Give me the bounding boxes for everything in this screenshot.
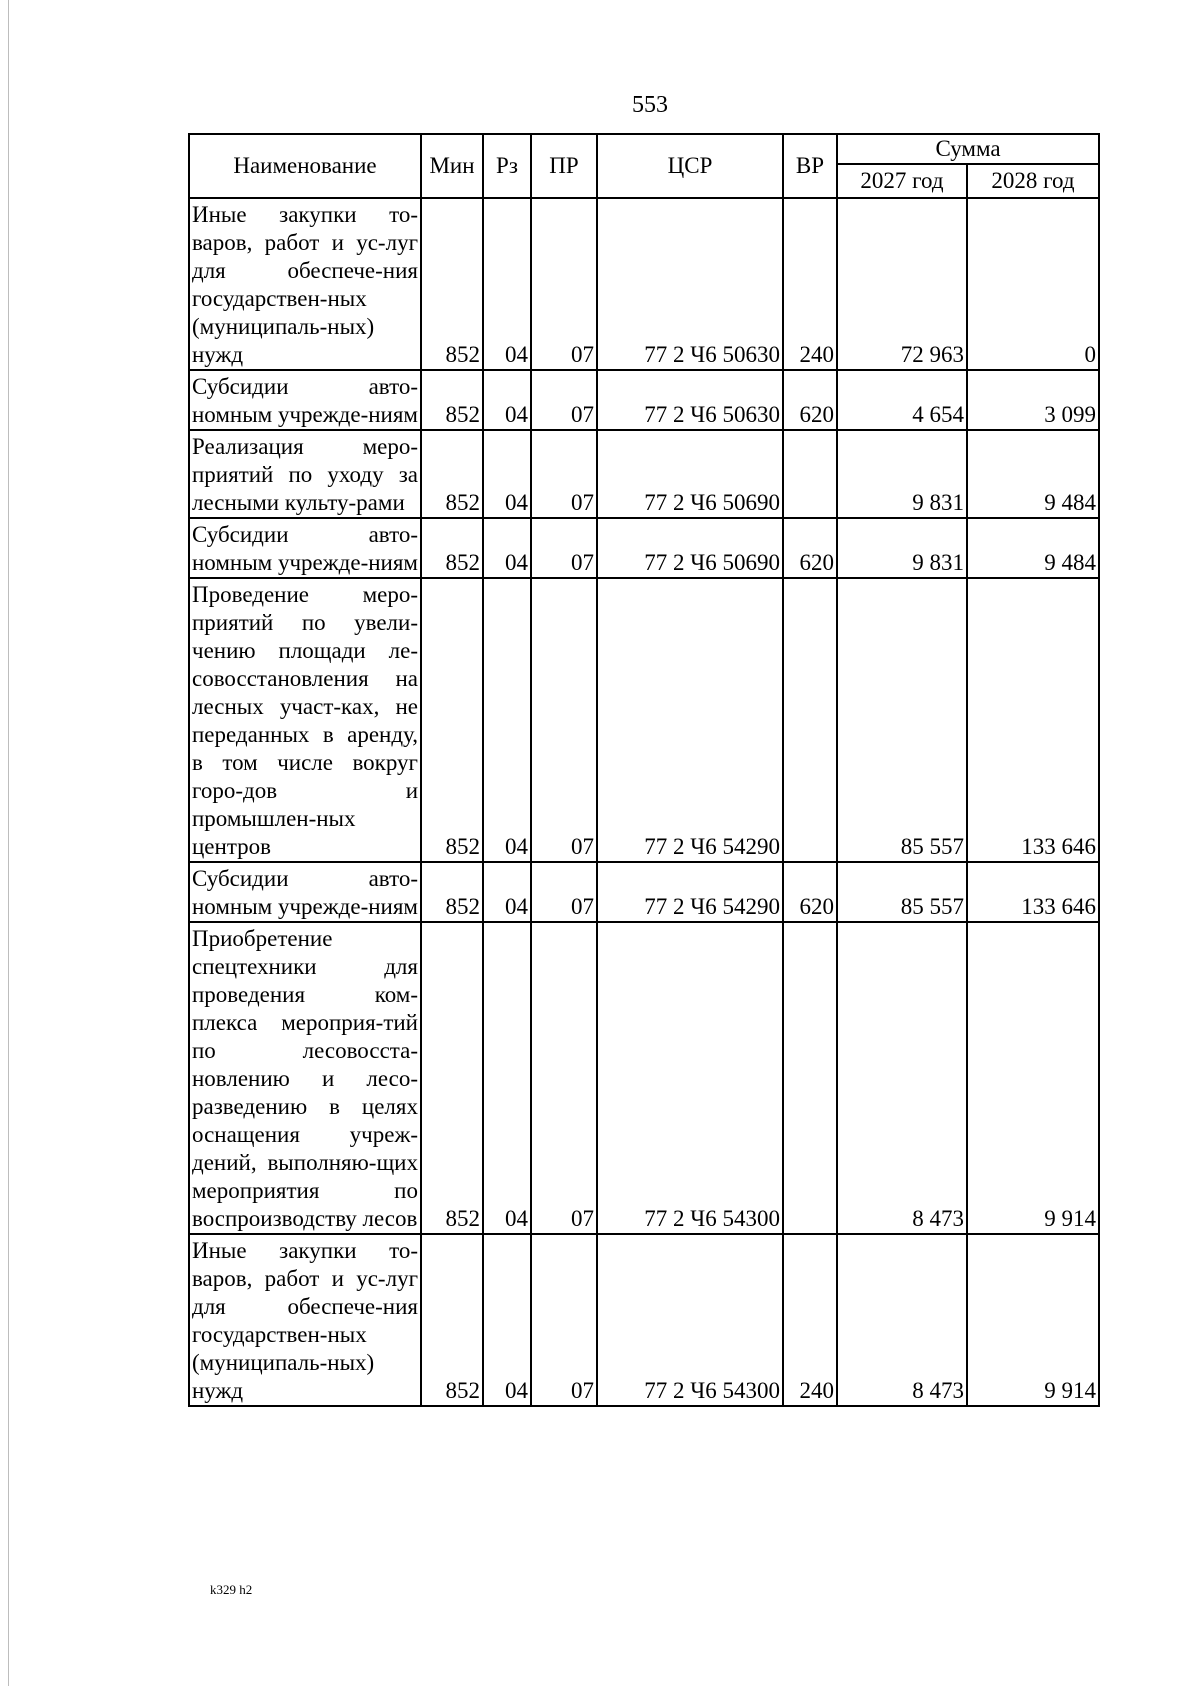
row-min: 852 xyxy=(421,862,483,922)
row-min: 852 xyxy=(421,198,483,370)
table-row xyxy=(189,578,1099,862)
header-year-2028: 2028 год xyxy=(967,164,1099,198)
row-csr: 77 2 Ч6 50690 xyxy=(597,518,783,578)
row-rz: 04 xyxy=(483,862,531,922)
scan-margin-line xyxy=(8,0,9,1686)
row-vr xyxy=(783,430,837,518)
row-min: 852 xyxy=(421,922,483,1234)
row-name: Приобретение спецтехники для проведения ком-плекса мероприя-тий по лесовосста-новлению и лесо-разведению в целях оснащения учреж-дений, выполняю-щих мероприятия по воспроизводству лесов xyxy=(189,922,421,1234)
row-sum-2028: 133 646 xyxy=(967,578,1099,862)
row-sum-2028: 133 646 xyxy=(967,862,1099,922)
row-vr xyxy=(783,922,837,1234)
row-pr: 07 xyxy=(531,862,597,922)
row-sum-2028: 3 099 xyxy=(967,370,1099,430)
row-vr: 620 xyxy=(783,862,837,922)
row-vr: 620 xyxy=(783,370,837,430)
row-pr: 07 xyxy=(531,578,597,862)
row-sum-2027: 72 963 xyxy=(837,198,967,370)
row-csr: 77 2 Ч6 54290 xyxy=(597,578,783,862)
row-name: Реализация меро-приятий по уходу за лесными культу-рами xyxy=(189,430,421,518)
row-vr: 240 xyxy=(783,198,837,370)
row-pr: 07 xyxy=(531,518,597,578)
row-pr: 07 xyxy=(531,370,597,430)
header-min: Мин xyxy=(421,134,483,198)
table-row xyxy=(189,430,1099,518)
row-sum-2027: 85 557 xyxy=(837,578,967,862)
row-name: Проведение меро-приятий по увели-чению площади ле-совосстановления на лесных участ-ках, не переданных в аренду, в том числе вокруг горо-дов и промышлен-ных центров xyxy=(189,578,421,862)
row-csr: 77 2 Ч6 54300 xyxy=(597,922,783,1234)
header-sum: Сумма xyxy=(837,134,1099,164)
row-pr: 07 xyxy=(531,198,597,370)
row-min: 852 xyxy=(421,430,483,518)
header-rz: Рз xyxy=(483,134,531,198)
row-sum-2027: 8 473 xyxy=(837,922,967,1234)
row-vr: 620 xyxy=(783,518,837,578)
table-row xyxy=(189,1234,1099,1406)
header-row xyxy=(189,134,1099,164)
table-row xyxy=(189,862,1099,922)
row-sum-2027: 8 473 xyxy=(837,1234,967,1406)
table-row xyxy=(189,370,1099,430)
row-min: 852 xyxy=(421,578,483,862)
row-rz: 04 xyxy=(483,922,531,1234)
row-csr: 77 2 Ч6 54300 xyxy=(597,1234,783,1406)
row-sum-2028: 9 914 xyxy=(967,1234,1099,1406)
row-name: Субсидии авто-номным учрежде-ниям xyxy=(189,862,421,922)
row-csr: 77 2 Ч6 50690 xyxy=(597,430,783,518)
header-csr: ЦСР xyxy=(597,134,783,198)
page-number: 553 xyxy=(632,92,668,118)
row-name: Иные закупки то-варов, работ и ус-луг для обеспече-ния государствен-ных (муниципаль-ных) нужд xyxy=(189,198,421,370)
row-pr: 07 xyxy=(531,430,597,518)
row-sum-2027: 85 557 xyxy=(837,862,967,922)
row-pr: 07 xyxy=(531,1234,597,1406)
header-year-2027: 2027 год xyxy=(837,164,967,198)
row-sum-2028: 9 484 xyxy=(967,430,1099,518)
row-csr: 77 2 Ч6 50630 xyxy=(597,370,783,430)
row-sum-2028: 9 914 xyxy=(967,922,1099,1234)
row-csr: 77 2 Ч6 50630 xyxy=(597,198,783,370)
header-pr: ПР xyxy=(531,134,597,198)
row-csr: 77 2 Ч6 54290 xyxy=(597,862,783,922)
row-vr xyxy=(783,578,837,862)
row-min: 852 xyxy=(421,1234,483,1406)
row-rz: 04 xyxy=(483,578,531,862)
row-sum-2028: 9 484 xyxy=(967,518,1099,578)
table-row xyxy=(189,518,1099,578)
row-pr: 07 xyxy=(531,922,597,1234)
header-vr: ВР xyxy=(783,134,837,198)
row-sum-2027: 4 654 xyxy=(837,370,967,430)
row-rz: 04 xyxy=(483,198,531,370)
row-sum-2028: 0 xyxy=(967,198,1099,370)
row-min: 852 xyxy=(421,518,483,578)
row-name: Субсидии авто-номным учрежде-ниям xyxy=(189,370,421,430)
row-sum-2027: 9 831 xyxy=(837,430,967,518)
row-name: Иные закупки то-варов, работ и ус-луг для обеспече-ния государствен-ных (муниципаль-ных) нужд xyxy=(189,1234,421,1406)
budget-table xyxy=(188,133,1100,1407)
header-name: Наименование xyxy=(189,134,421,198)
footer-code: k329 h2 xyxy=(210,1582,253,1597)
table-row xyxy=(189,198,1099,370)
row-min: 852 xyxy=(421,370,483,430)
row-rz: 04 xyxy=(483,370,531,430)
row-vr: 240 xyxy=(783,1234,837,1406)
row-rz: 04 xyxy=(483,430,531,518)
row-name: Субсидии авто-номным учрежде-ниям xyxy=(189,518,421,578)
row-rz: 04 xyxy=(483,1234,531,1406)
row-rz: 04 xyxy=(483,518,531,578)
table-row xyxy=(189,922,1099,1234)
row-sum-2027: 9 831 xyxy=(837,518,967,578)
